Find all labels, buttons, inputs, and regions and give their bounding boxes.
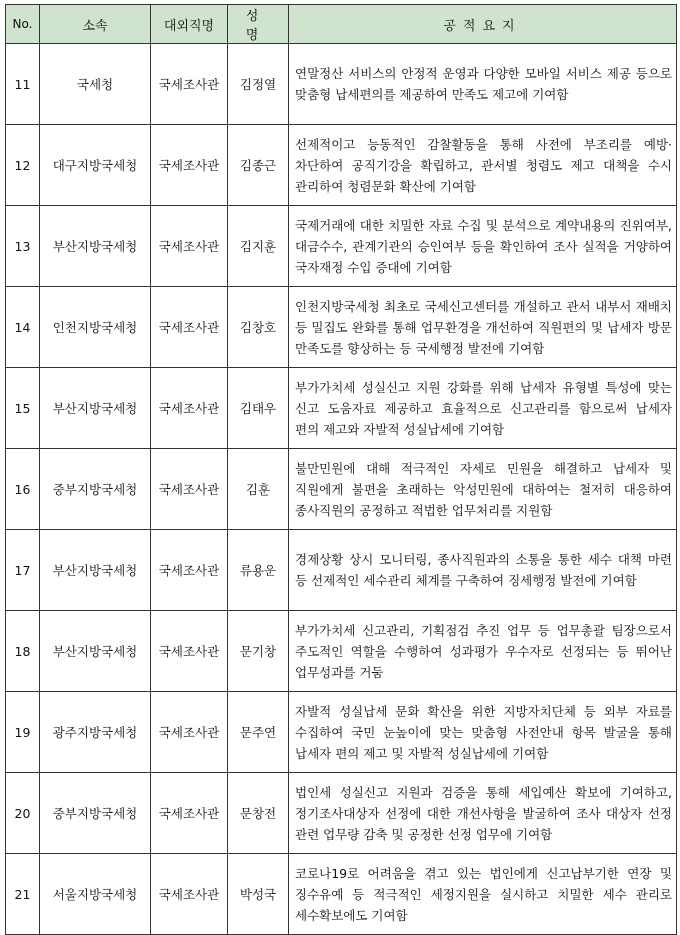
cell-title: 국세조사관 [151, 773, 228, 854]
cell-affiliation: 부산지방국세청 [40, 530, 151, 611]
cell-summary: 부가가치세 성실신고 지원 강화를 위해 납세자 유형별 특성에 맞는 신고 도움자료 제공하고 효율적으로 신고관리를 함으로써 납세자 편의 제고와 자발적 성실납세에 기여함 [289, 368, 677, 449]
cell-no: 20 [6, 773, 40, 854]
cell-affiliation: 중부지방국세청 [40, 773, 151, 854]
cell-name: 김훈 [228, 449, 289, 530]
cell-affiliation: 부산지방국세청 [40, 611, 151, 692]
cell-name: 김지훈 [228, 206, 289, 287]
cell-title: 국세조사관 [151, 449, 228, 530]
cell-name: 문주연 [228, 692, 289, 773]
table-row [6, 449, 677, 530]
table-row [6, 773, 677, 854]
cell-affiliation: 광주지방국세청 [40, 692, 151, 773]
cell-summary: 자발적 성실납세 문화 확산을 위한 지방자치단체 등 외부 자료를 수집하여 국민 눈높이에 맞는 맞춤형 사전안내 항목 발굴을 통해 납세자 편의 제고 및 자발적 성실납세에 기여함 [289, 692, 677, 773]
table-body [6, 44, 677, 935]
table-row [6, 206, 677, 287]
cell-summary: 국제거래에 대한 치밀한 자료 수집 및 분석으로 계약내용의 진위여부, 대금수수, 관계기관의 승인여부 등을 확인하여 조사 실적을 거양하여 국자재정 수입 증대에 기여함 [289, 206, 677, 287]
cell-title: 국세조사관 [151, 44, 228, 125]
cell-title: 국세조사관 [151, 611, 228, 692]
cell-affiliation: 중부지방국세청 [40, 449, 151, 530]
cell-title: 국세조사관 [151, 854, 228, 935]
cell-name: 문기창 [228, 611, 289, 692]
header-title: 대외직명 [151, 5, 228, 44]
table-row [6, 287, 677, 368]
cell-title: 국세조사관 [151, 125, 228, 206]
cell-summary: 경제상황 상시 모니터링, 종사직원과의 소통을 통한 세수 대책 마련 등 선제적인 세수관리 체계를 구축하여 징세행정 발전에 기여함 [289, 530, 677, 611]
cell-no: 15 [6, 368, 40, 449]
cell-name: 박성국 [228, 854, 289, 935]
cell-name: 김태우 [228, 368, 289, 449]
cell-title: 국세조사관 [151, 368, 228, 449]
cell-affiliation: 부산지방국세청 [40, 368, 151, 449]
cell-affiliation: 인천지방국세청 [40, 287, 151, 368]
cell-no: 18 [6, 611, 40, 692]
cell-no: 13 [6, 206, 40, 287]
award-table [5, 4, 677, 935]
cell-title: 국세조사관 [151, 692, 228, 773]
cell-name: 김종근 [228, 125, 289, 206]
cell-no: 16 [6, 449, 40, 530]
cell-affiliation: 국세청 [40, 44, 151, 125]
table-row [6, 854, 677, 935]
table-row [6, 611, 677, 692]
cell-affiliation: 서울지방국세청 [40, 854, 151, 935]
cell-summary: 인천지방국세청 최초로 국세신고센터를 개설하고 관서 내부서 재배치 등 밀집도 완화를 통해 업무환경을 개선하여 직원편의 및 납세자 방문 만족도를 향상하는 등 국세행정 발전에 기여함 [289, 287, 677, 368]
award-table-container [5, 4, 677, 935]
cell-summary: 선제적이고 능동적인 감찰활동을 통해 사전에 부조리를 예방·차단하여 공직기강을 확립하고, 관서별 청렴도 제고 대책을 수시 관리하여 청렴문화 확산에 기여함 [289, 125, 677, 206]
header-row [6, 5, 677, 44]
cell-no: 19 [6, 692, 40, 773]
cell-no: 14 [6, 287, 40, 368]
cell-summary: 법인세 성실신고 지원과 검증을 통해 세입예산 확보에 기여하고, 정기조사대상자 선정에 대한 개선사항을 발굴하여 조사 대상자 선정 관련 업무량 감축 및 공정한 선정 업무에 기여함 [289, 773, 677, 854]
table-row [6, 692, 677, 773]
cell-summary: 부가가치세 신고관리, 기획점검 추진 업무 등 업무총괄 팀장으로서 주도적인 역할을 수행하여 성과평가 우수자로 선정되는 등 뛰어난 업무성과를 거둠 [289, 611, 677, 692]
cell-affiliation: 부산지방국세청 [40, 206, 151, 287]
cell-name: 김정열 [228, 44, 289, 125]
header-name: 성 명 [228, 5, 289, 44]
cell-no: 12 [6, 125, 40, 206]
cell-summary: 코로나19로 어려움을 겪고 있는 법인에게 신고납부기한 연장 및 징수유예 등 적극적인 세정지원을 실시하고 치밀한 세수 관리로 세수확보에도 기여함 [289, 854, 677, 935]
cell-no: 17 [6, 530, 40, 611]
header-no: No. [6, 5, 40, 44]
cell-affiliation: 대구지방국세청 [40, 125, 151, 206]
table-header [6, 5, 677, 44]
header-summary: 공적요지 [289, 5, 677, 44]
cell-summary: 연말정산 서비스의 안정적 운영과 다양한 모바일 서비스 제공 등으로 맞춤형 납세편의를 제공하여 만족도 제고에 기여함 [289, 44, 677, 125]
cell-name: 김창호 [228, 287, 289, 368]
cell-title: 국세조사관 [151, 287, 228, 368]
table-row [6, 530, 677, 611]
cell-no: 11 [6, 44, 40, 125]
table-row [6, 368, 677, 449]
cell-title: 국세조사관 [151, 530, 228, 611]
header-affiliation: 소속 [40, 5, 151, 44]
cell-title: 국세조사관 [151, 206, 228, 287]
table-row [6, 44, 677, 125]
cell-name: 류용운 [228, 530, 289, 611]
cell-name: 문창전 [228, 773, 289, 854]
cell-no: 21 [6, 854, 40, 935]
table-row [6, 125, 677, 206]
cell-summary: 불만민원에 대해 적극적인 자세로 민원을 해결하고 납세자 및 직원에게 불편을 초래하는 악성민원에 대하여는 철저히 대응하여 종사직원의 공정하고 적법한 업무처리를 지원함 [289, 449, 677, 530]
